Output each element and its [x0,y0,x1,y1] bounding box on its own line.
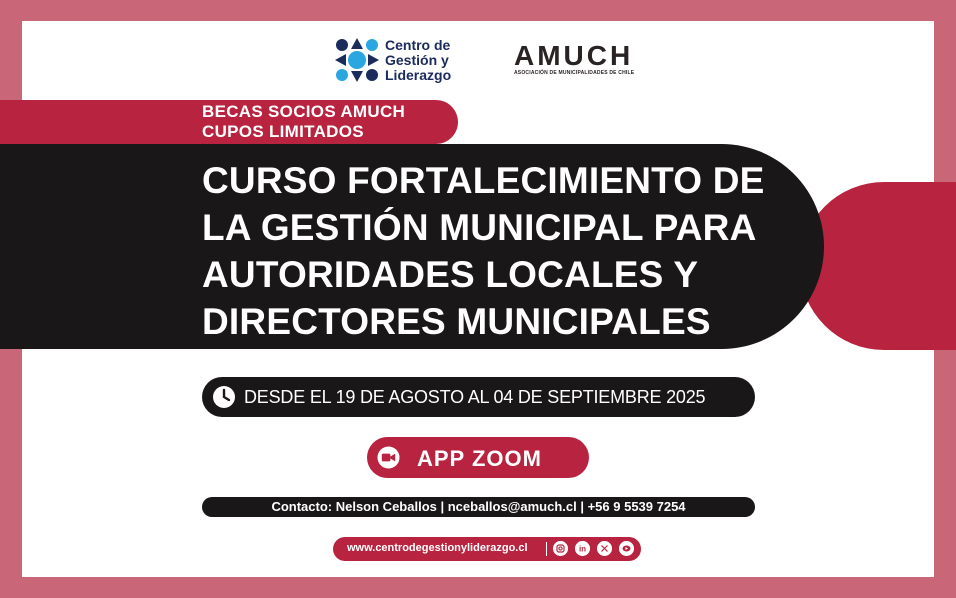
date-text: DESDE EL 19 DE AGOSTO AL 04 DE SEPTIEMBRE 2025 [244,387,706,407]
clock-icon [212,385,236,409]
contact-pill [202,497,755,517]
platform-text: APP ZOOM [417,446,542,471]
logo-line-2: Gestión y [385,52,449,68]
youtube-icon[interactable] [619,541,634,556]
becas-line-1: BECAS SOCIOS AMUCH [202,102,406,121]
linkedin-icon[interactable] [575,541,590,556]
date-pill [202,377,755,417]
title-line-2: LA GESTIÓN MUNICIPAL PARA [202,207,757,248]
centro-gestion-logo-text [385,38,451,83]
svg-text:in: in [578,544,587,554]
becas-text [202,102,405,142]
website-pill [333,537,641,561]
x-icon[interactable] [597,541,612,556]
video-camera-icon [377,446,400,469]
title-line-4: DIRECTORES MUNICIPALES [202,301,711,342]
contact-text: Contacto: Nelson Ceballos | nceballos@amuch.cl | +56 9 5539 7254 [271,499,686,514]
separator [546,542,547,556]
course-title [202,157,802,345]
title-line-1: CURSO FORTALECIMIENTO DE [202,160,765,201]
instagram-icon[interactable] [553,541,568,556]
website-link[interactable]: www.centrodegestionyliderazgo.cl [347,542,528,554]
title-line-3: AUTORIDADES LOCALES Y [202,254,699,295]
centro-gestion-logo-icon [332,35,382,85]
logo-line-1: Centro de [385,37,451,53]
zoom-pill [367,437,589,478]
becas-line-2: CUPOS LIMITADOS [202,122,364,141]
amuch-logo: AMUCH [514,40,634,71]
right-accent-shape [800,182,956,350]
amuch-logo-subtitle: ASOCIACIÓN DE MUNICIPALIDADES DE CHILE [514,70,635,76]
logo-line-3: Liderazgo [385,67,452,83]
